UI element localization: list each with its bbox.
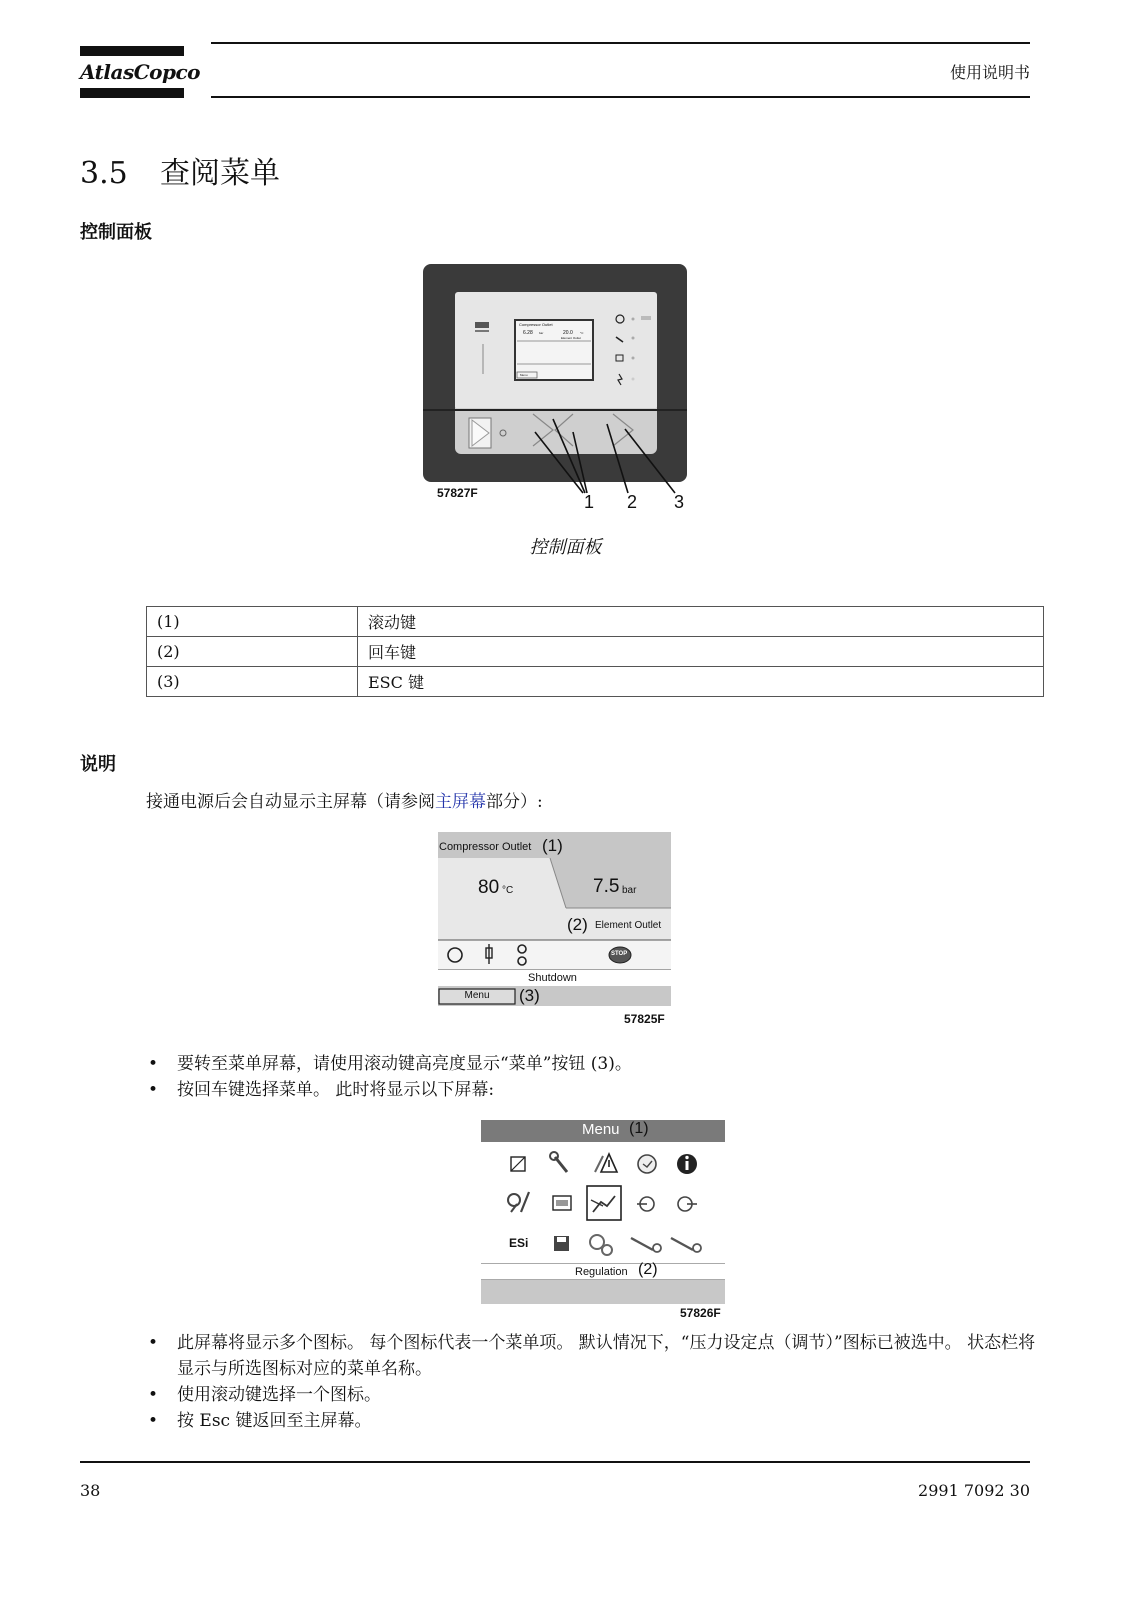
keys-table	[146, 606, 1044, 697]
main-screen-link[interactable]: 主屏幕	[435, 792, 486, 812]
element-outlet-label: Element Outlet	[595, 920, 662, 931]
menu-screen-callout-1: (1)	[629, 1120, 649, 1137]
section-title	[80, 148, 280, 192]
mini-screen-value1: 6.28	[523, 330, 533, 336]
mini-screen-unit1: bar	[539, 331, 544, 335]
mini-screen-value2: 20.0	[563, 330, 573, 336]
header-rule-top	[211, 42, 1030, 44]
list-item: • 按 Esc 键返回至主屏幕。	[146, 1408, 1036, 1434]
table-row	[147, 667, 1044, 697]
atlas-copco-logo	[80, 46, 200, 98]
menu-button[interactable]: Menu	[464, 990, 490, 1001]
mini-screen-unit2: °C	[580, 331, 584, 335]
menu-screen-title: Menu	[582, 1121, 620, 1138]
menu-screen-status: Regulation	[575, 1266, 628, 1278]
save-icon[interactable]	[554, 1236, 569, 1251]
table-cell-desc: 滚动键	[358, 607, 1044, 637]
temperature-unit: °C	[502, 885, 514, 896]
intro-text-before: 接通电源后会自动显示主屏幕（请参阅	[146, 792, 435, 812]
control-panel-figure	[423, 264, 693, 514]
table-cell-ref: (3)	[147, 667, 358, 697]
bullet-list-2	[146, 1330, 1036, 1434]
control-panel-heading: 控制面板	[80, 222, 152, 243]
list-item: • 此屏幕将显示多个图标。 每个图标代表一个菜单项。 默认情况下，“压力设定点（调节）”图标已被选中。 状态栏将显示与所选图标对应的菜单名称。	[146, 1330, 1036, 1382]
document-number: 2991 7092 30	[918, 1481, 1030, 1500]
list-item: • 按回车键选择菜单。 此时将显示以下屏幕:	[146, 1077, 632, 1103]
figure-caption: 控制面板	[529, 537, 602, 558]
stop-icon: STOP	[611, 951, 628, 957]
callout-1: 1	[584, 492, 595, 512]
regulation-icon[interactable]	[587, 1186, 621, 1220]
menu-screen-figure	[481, 1120, 725, 1304]
pressure-unit: bar	[622, 885, 637, 896]
control-panel-drawing	[423, 264, 693, 514]
list-item: • 使用滚动键选择一个图标。	[146, 1382, 1036, 1408]
mini-screen-menu: Menu	[520, 373, 528, 377]
page-number: 38	[80, 1481, 101, 1500]
table-cell-ref: (1)	[147, 607, 358, 637]
header-rule-bottom	[211, 96, 1030, 98]
figure-code: 57827F	[437, 486, 478, 500]
footer-rule	[80, 1461, 1030, 1463]
header-title: 使用说明书	[949, 63, 1030, 82]
callout-3: 3	[674, 492, 685, 512]
table-row	[147, 607, 1044, 637]
menu-screen-callout-2: (2)	[638, 1261, 658, 1278]
description-heading: 说明	[80, 754, 116, 775]
callout-2: 2	[627, 492, 638, 512]
pressure-value: 7.5	[593, 876, 620, 897]
temperature-value: 80	[478, 877, 500, 898]
mini-screen-label: Compressor Outlet	[519, 322, 553, 327]
table-cell-desc: 回车键	[358, 637, 1044, 667]
main-screen-callout-1: (1)	[542, 836, 563, 855]
main-screen-figure	[438, 832, 671, 1006]
main-screen-status: Shutdown	[528, 972, 577, 984]
table-cell-desc: ESC 键	[358, 667, 1044, 697]
table-cell-ref: (2)	[147, 637, 358, 667]
intro-paragraph	[146, 787, 543, 812]
section-number: 3.5	[80, 156, 128, 191]
mini-screen-label2: Element Outlet	[561, 336, 581, 340]
esi-icon[interactable]: ESi	[509, 1236, 529, 1250]
timer-icon[interactable]	[638, 1155, 656, 1173]
bullet-list-1	[146, 1051, 632, 1103]
menu-screen-code: 57826F	[680, 1306, 721, 1320]
info-icon[interactable]	[677, 1154, 697, 1174]
list-item: • 要转至菜单屏幕，请使用滚动键高亮度显示“菜单”按钮 (3)。	[146, 1051, 632, 1077]
main-screen-callout-2: (2)	[567, 915, 588, 934]
main-screen-callout-3: (3)	[519, 986, 540, 1005]
logo-text: AtlasCopco	[80, 60, 200, 84]
main-screen-code: 57825F	[624, 1012, 665, 1026]
compressor-outlet-label: Compressor Outlet	[439, 841, 532, 853]
section-title-text: 查阅菜单	[160, 156, 280, 191]
table-row	[147, 637, 1044, 667]
intro-text-after: 部分）:	[486, 792, 543, 812]
